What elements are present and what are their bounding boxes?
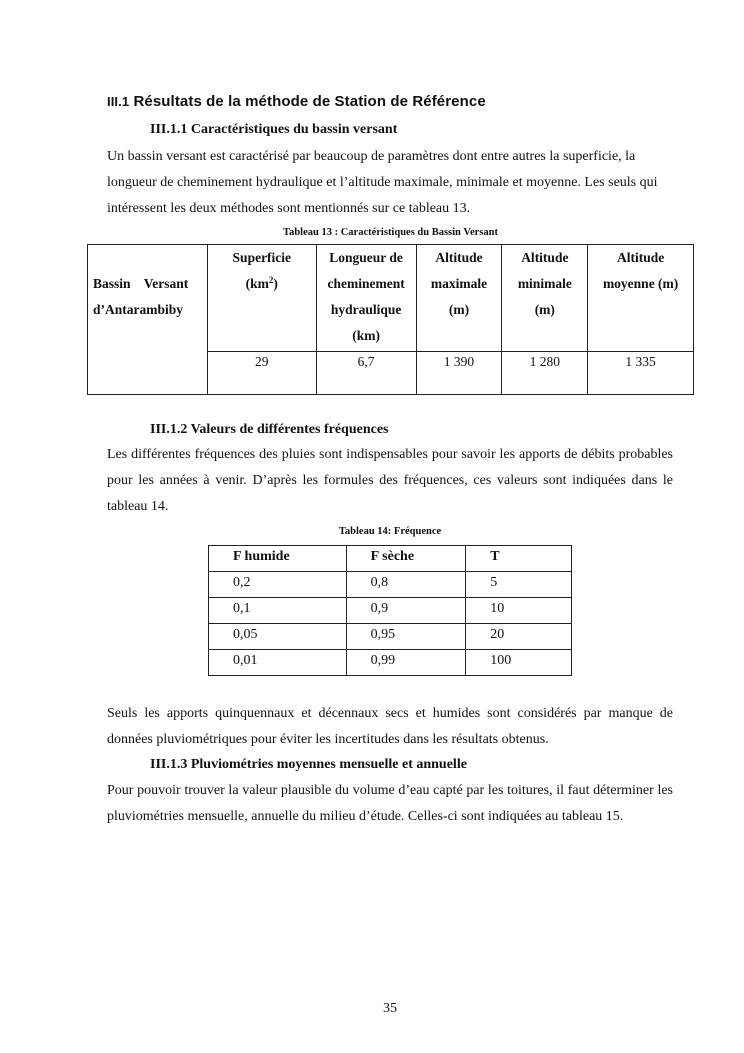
row-label-line1: Bassin Versant	[93, 276, 189, 291]
table14-caption: Tableau 14: Fréquence	[338, 526, 442, 537]
header-t: T	[466, 546, 572, 572]
paragraph-frequences: Les différentes fréquences des pluies sont indispensables pour savoir les apports de débits probables pour les années à venir. D’après les formules des fréquences, ces valeurs sont indiquées dans le tableau 14.	[107, 447, 673, 514]
header-longueur: Longueur de cheminement hydraulique (km)	[316, 245, 416, 352]
table-row: 0,1 0,9 10	[209, 598, 572, 624]
value-altitude-moy: 1 335	[588, 352, 694, 395]
paragraph-pluviometries: Pour pouvoir trouver la valeur plausible du volume d’eau capté par les toitures, il faut déterminer les pluviométries mensuelle, annuelle du milieu d’étude. Celles-ci sont indiquées au tableau 15.	[107, 783, 673, 824]
table-bassin-versant	[87, 244, 694, 395]
row-label-cell	[88, 245, 208, 395]
table-row: 0,01 0,99 100	[209, 650, 572, 676]
section-heading	[107, 93, 486, 110]
table13-caption: Tableau 13 : Caractéristiques du Bassin Versant	[283, 227, 498, 238]
header-altitude-min: Altitude minimale (m)	[502, 245, 588, 352]
header-altitude-moy: Altitude moyenne (m)	[588, 245, 694, 352]
subsection-heading-3: III.1.3 Pluviométries moyennes mensuelle et annuelle	[150, 757, 467, 772]
header-f-humide: F humide	[209, 546, 347, 572]
value-altitude-max: 1 390	[416, 352, 502, 395]
value-longueur: 6,7	[316, 352, 416, 395]
header-superficie: Superficie $(km^2)$	[207, 245, 316, 352]
header-f-seche: F sèche	[346, 546, 466, 572]
value-altitude-min: 1 280	[502, 352, 588, 395]
row-label-line2: d’Antarambiby	[93, 302, 184, 317]
subsection-heading-2: III.1.2 Valeurs de différentes fréquences	[150, 422, 389, 437]
paragraph-bassin-versant: Un bassin versant est caractérisé par beaucoup de paramètres dont entre autres la superficie, la longueur de cheminement hydraulique et l’altitude maximale, minimale et moyenne. Les seuls qui intéressent les deux méthodes sont mentionnés sur ce tableau 13.	[107, 149, 658, 216]
paragraph-apports: Seuls les apports quinquennaux et décennaux secs et humides sont considérés par manque de données pluviométriques pour éviter les incertitudes dans les résultats obtenus.	[107, 706, 673, 747]
section-number: III.1	[107, 94, 130, 109]
page-number: 35	[383, 1001, 397, 1016]
table-row: 0,2 0,8 5	[209, 572, 572, 598]
table-frequence	[208, 545, 572, 676]
header-altitude-max: Altitude maximale (m)	[416, 245, 502, 352]
value-superficie: 29	[207, 352, 316, 395]
section-title: Résultats de la méthode de Station de Référence	[133, 93, 486, 110]
subsection-heading-1: III.1.1 Caractéristiques du bassin versant	[150, 122, 398, 137]
table-row: 0,05 0,95 20	[209, 624, 572, 650]
